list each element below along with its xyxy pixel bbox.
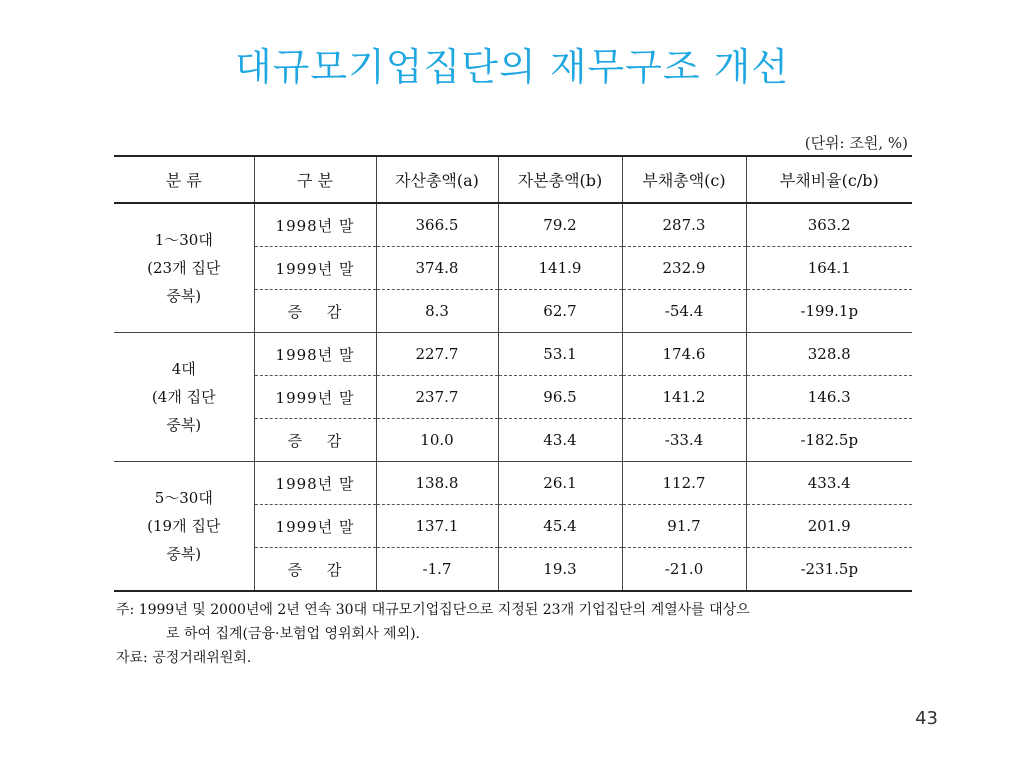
cell-debt-ratio: 201.9 bbox=[746, 505, 912, 548]
cell-liabilities: -33.4 bbox=[622, 419, 746, 462]
cell-equity: 141.9 bbox=[498, 247, 622, 290]
note-line: 주: 1999년 및 2000년에 2년 연속 30대 대규모기업집단으로 지정된 23개 기업집단의 계열사를 대상으 bbox=[116, 602, 750, 618]
cell-debt-ratio: 363.2 bbox=[746, 203, 912, 247]
table-row bbox=[114, 203, 912, 247]
note-line-continued: 로 하여 집계(금융·보험업 영위회사 제외). bbox=[166, 626, 421, 642]
cell-equity: 53.1 bbox=[498, 333, 622, 376]
cell-debt-ratio: 433.4 bbox=[746, 462, 912, 505]
unit-label: (단위: 조원, %) bbox=[804, 134, 908, 152]
cell-liabilities: 287.3 bbox=[622, 203, 746, 247]
header-debt-ratio: 부채비율(c/b) bbox=[746, 156, 912, 203]
cell-equity: 43.4 bbox=[498, 419, 622, 462]
slide-title: 대규모기업집단의 재무구조 개선 bbox=[234, 45, 790, 89]
cell-assets: 227.7 bbox=[376, 333, 498, 376]
group-label-line: 1～30대 bbox=[154, 231, 213, 249]
cell-liabilities: 141.2 bbox=[622, 376, 746, 419]
cell-equity: 62.7 bbox=[498, 290, 622, 333]
table-row bbox=[114, 333, 912, 376]
page-number: 43 bbox=[915, 708, 938, 729]
cell-equity: 19.3 bbox=[498, 548, 622, 592]
group-label bbox=[114, 333, 254, 462]
cell-debt-ratio: 328.8 bbox=[746, 333, 912, 376]
cell-debt-ratio: 146.3 bbox=[746, 376, 912, 419]
cell-debt-ratio: -182.5p bbox=[746, 419, 912, 462]
group-label-line: (19개 집단 bbox=[147, 517, 221, 535]
cell-liabilities: 91.7 bbox=[622, 505, 746, 548]
header-total-equity: 자본총액(b) bbox=[498, 156, 622, 203]
cell-assets: 374.8 bbox=[376, 247, 498, 290]
cell-liabilities: -54.4 bbox=[622, 290, 746, 333]
cell-assets: 138.8 bbox=[376, 462, 498, 505]
cell-equity: 96.5 bbox=[498, 376, 622, 419]
cell-debt-ratio: -199.1p bbox=[746, 290, 912, 333]
cell-equity: 79.2 bbox=[498, 203, 622, 247]
group-label bbox=[114, 462, 254, 592]
cell-equity: 26.1 bbox=[498, 462, 622, 505]
group-label-line: (23개 집단 bbox=[147, 259, 221, 277]
table-row bbox=[114, 462, 912, 505]
group-label-line: 중복) bbox=[166, 287, 202, 305]
row-label: 1998년 말 bbox=[254, 333, 376, 376]
cell-assets: 366.5 bbox=[376, 203, 498, 247]
row-label: 증 감 bbox=[254, 419, 376, 462]
group-label-line: 5～30대 bbox=[154, 489, 213, 507]
financial-structure-table bbox=[114, 155, 912, 592]
cell-liabilities: 112.7 bbox=[622, 462, 746, 505]
cell-equity: 45.4 bbox=[498, 505, 622, 548]
group-label-line: (4개 집단 bbox=[151, 388, 216, 406]
row-label: 증 감 bbox=[254, 548, 376, 592]
row-label: 1998년 말 bbox=[254, 203, 376, 247]
header-total-liabilities: 부채총액(c) bbox=[622, 156, 746, 203]
source-line: 자료: 공정거래위원회. bbox=[116, 650, 252, 666]
group-label-line: 중복) bbox=[166, 545, 202, 563]
row-label: 1998년 말 bbox=[254, 462, 376, 505]
cell-liabilities: 174.6 bbox=[622, 333, 746, 376]
cell-liabilities: 232.9 bbox=[622, 247, 746, 290]
group-label-line: 4대 bbox=[171, 360, 196, 378]
header-category: 분 류 bbox=[114, 156, 254, 203]
table-header-row bbox=[114, 156, 912, 203]
cell-assets: -1.7 bbox=[376, 548, 498, 592]
row-label: 1999년 말 bbox=[254, 376, 376, 419]
cell-assets: 237.7 bbox=[376, 376, 498, 419]
cell-assets: 8.3 bbox=[376, 290, 498, 333]
group-label-line: 중복) bbox=[166, 416, 202, 434]
table-notes bbox=[116, 598, 916, 670]
row-label: 1999년 말 bbox=[254, 247, 376, 290]
cell-debt-ratio: 164.1 bbox=[746, 247, 912, 290]
group-label bbox=[114, 203, 254, 333]
row-label: 증 감 bbox=[254, 290, 376, 333]
header-division: 구 분 bbox=[254, 156, 376, 203]
header-total-assets: 자산총액(a) bbox=[376, 156, 498, 203]
cell-assets: 137.1 bbox=[376, 505, 498, 548]
cell-debt-ratio: -231.5p bbox=[746, 548, 912, 592]
cell-liabilities: -21.0 bbox=[622, 548, 746, 592]
row-label: 1999년 말 bbox=[254, 505, 376, 548]
cell-assets: 10.0 bbox=[376, 419, 498, 462]
